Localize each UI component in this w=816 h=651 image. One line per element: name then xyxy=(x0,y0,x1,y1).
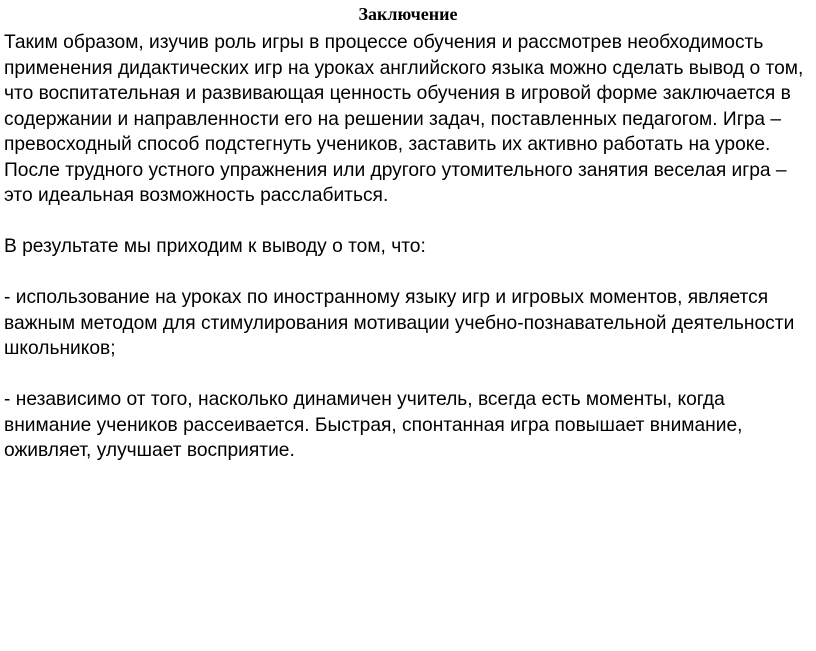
paragraph-spacer xyxy=(4,260,812,286)
paragraph-result-lead: В результате мы приходим к выводу о том, что: xyxy=(4,236,426,257)
paragraph-conclusion-intro: Таким образом, изучив роль игры в процессе обучения и рассмотрев необходимость применения дидактических игр на уроках английского языка можно сделать вывод о том, что воспитательная и развивающая ценность обучения в игровой форме заключается в содержании и направленности его на решении задач, поставленных педагогом. Игра – превосходный способ подстегнуть учеников, заставить их активно работать на уроке. После трудного устного упражнения или другого утомительного занятия веселая игра – это идеальная возможность расслабиться. xyxy=(4,32,804,206)
document-title: Заключение xyxy=(358,4,458,24)
paragraph-spacer xyxy=(4,362,812,388)
paragraph-spacer xyxy=(4,209,812,235)
paragraph-bullet-games: - использование на уроках по иностранному языку игр и игровых моментов, является важным методом для стимулирования мотивации учебно-познавательной деятельности школьников; xyxy=(4,287,795,359)
paragraph-bullet-attention: - независимо от того, насколько динамичен учитель, всегда есть моменты, когда внимание учеников рассеивается. Быстрая, спонтанная игра повышает внимание, оживляет, улучшает восприятие. xyxy=(4,389,743,461)
